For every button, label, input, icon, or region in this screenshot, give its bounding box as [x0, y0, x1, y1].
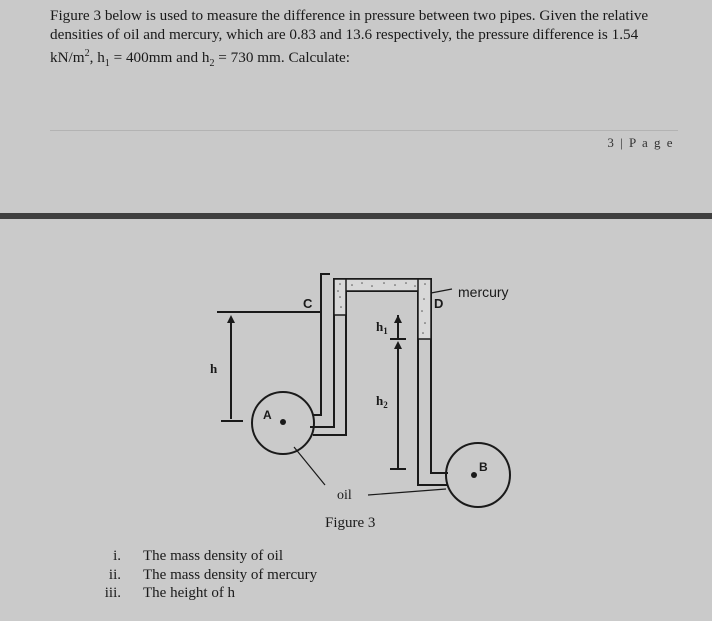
page-number: 3 | P a g e [607, 135, 674, 150]
point-a-dot [280, 419, 286, 425]
h1-prefix: , h [89, 49, 105, 67]
h1-value: = 400mm and h [109, 49, 210, 67]
mercury-leader [431, 289, 452, 293]
question-text: The height of h [143, 585, 236, 601]
problem-line-3 [50, 44, 670, 73]
label-c: C [303, 296, 313, 311]
label-h1: $h_1$ [376, 319, 388, 336]
question-text: The mass density of oil [143, 548, 283, 564]
h1-subscript: 1 [104, 58, 110, 70]
label-oil: oil [337, 488, 352, 503]
label-a: A [263, 408, 272, 422]
point-b-dot [471, 472, 477, 478]
question-item [100, 566, 317, 585]
unit-superscript: 2 [84, 48, 90, 59]
h2-value: = 730 mm. Calculate: [214, 49, 351, 67]
question-item [100, 584, 317, 603]
question-text: The mass density of mercury [143, 566, 318, 583]
mercury-top-region [334, 279, 431, 291]
question-list [100, 547, 317, 603]
problem-line-1: Figure 3 below is used to measure the difference in pressure between two pipes. Given the relative [50, 7, 649, 24]
question-number: iii. [104, 585, 121, 601]
h2-subscript: 2 [209, 58, 215, 70]
oil-leader-a [294, 447, 325, 485]
problem-line-2: densities of oil and mercury, which are 0.83 and 13.6 respectively, the pressure difference is 1.54 [50, 26, 639, 43]
label-h2: $h_2$ [376, 393, 388, 410]
label-b: B [479, 460, 488, 474]
page-top [0, 0, 712, 213]
label-mercury: mercury [458, 284, 509, 300]
label-h: h [210, 361, 218, 376]
mercury-right-region [418, 279, 431, 339]
problem-statement [50, 6, 670, 73]
question-number: ii. [108, 566, 121, 583]
pipe-b-circle [446, 443, 510, 507]
question-number: i. [113, 548, 121, 564]
label-d: D [434, 296, 444, 311]
question-item [100, 547, 317, 566]
footer-rule [50, 130, 678, 131]
figure-caption: Figure 3 [325, 515, 376, 531]
unit-text: kN/m [50, 49, 85, 67]
oil-leader-b [368, 489, 446, 495]
